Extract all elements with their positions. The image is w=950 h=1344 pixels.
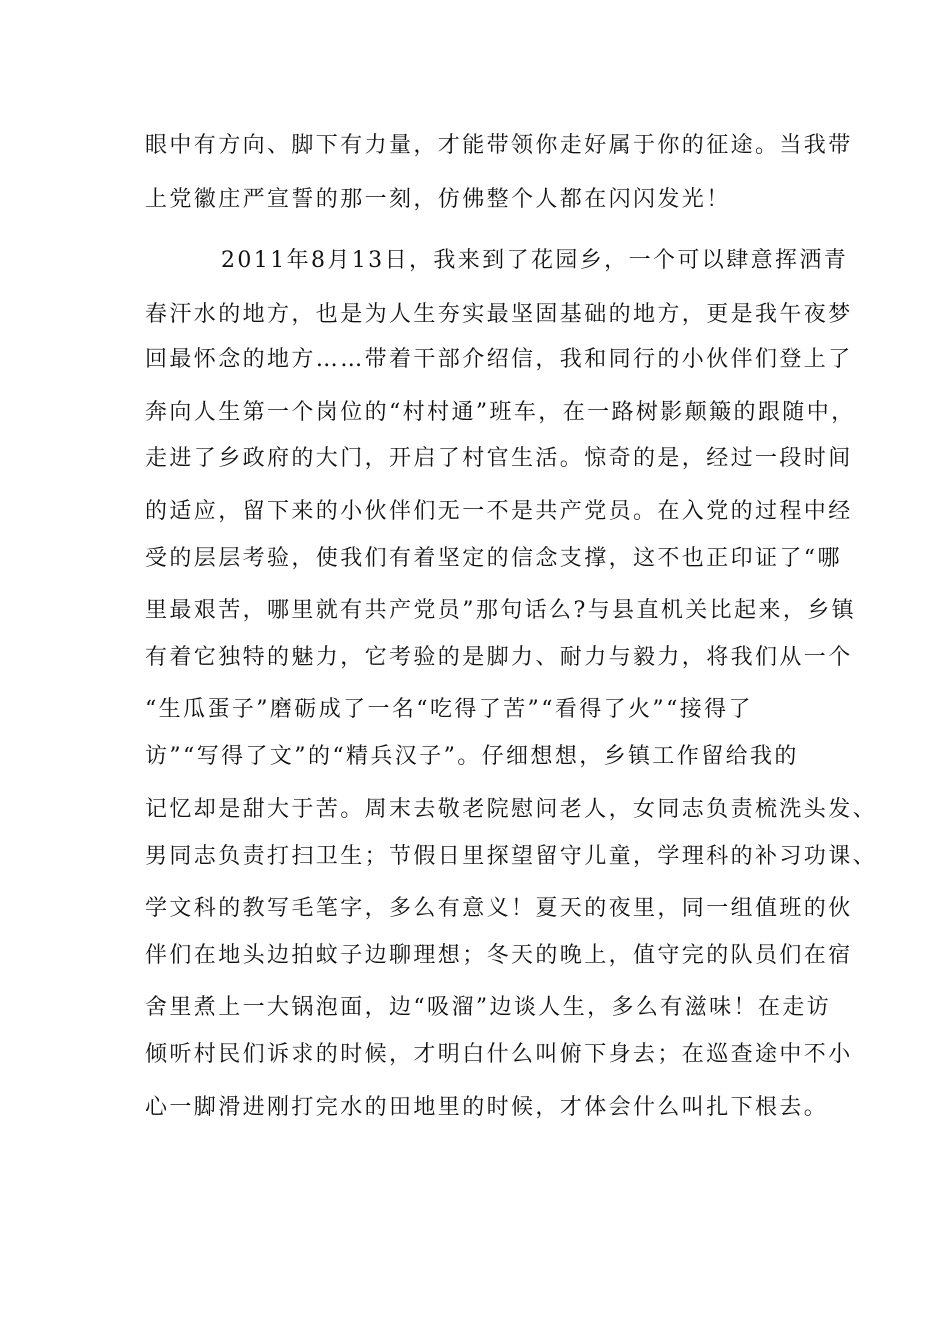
paragraph-2-line-18: 心一脚滑进刚打完水的田地里的时候，才体会什么叫扎下根去。 xyxy=(145,1095,829,1120)
paragraph-2-line-12: 记忆却是甜大于苦。周末去敬老院慰问老人，女同志负责梳洗头发、 xyxy=(145,797,878,822)
paragraph-2-line-11: 访”“写得了文”的“精兵汉子”。仔细想想，乡镇工作留给我的 xyxy=(145,744,799,769)
paragraph-2-line-8: 里最艰苦，哪里就有共产党员”那句话么?与县直机关比起来，乡镇 xyxy=(145,598,857,623)
paragraph-2-line-14: 学文科的教写毛笔字，多么有意义！夏天的夜里，同一组值班的伙 xyxy=(145,896,853,921)
paragraph-1-line-2: 上党徽庄严宣誓的那一刻，仿佛整个人都在闪闪发光！ xyxy=(145,187,731,212)
paragraph-2-line-13: 男同志负责打扫卫生；节假日里探望留守儿童，学理科的补习功课、 xyxy=(145,844,878,869)
paragraph-2-line-9: 有着它独特的魅力，它考验的是脚力、耐力与毅力，将我们从一个 xyxy=(145,645,853,670)
paragraph-2-line-5: 走进了乡政府的大门，开启了村官生活。惊奇的是，经过一段时间 xyxy=(145,446,853,471)
paragraph-2-line-16: 舍里煮上一大锅泡面，边“吸溜”边谈人生，多么有滋味！在走访 xyxy=(145,995,832,1020)
paragraph-2-line-7: 受的层层考验，使我们有着坚定的信念支撑，这不也正印证了“哪 xyxy=(145,546,842,571)
paragraph-2-line-15: 伴们在地头边拍蚊子边聊理想；冬天的晚上，值守完的队员们在宿 xyxy=(145,943,853,968)
paragraph-2-line-3: 回最怀念的地方……带着干部介绍信，我和同行的小伙伴们登上了 xyxy=(145,347,853,372)
paragraph-2-line-1: 2011年8月13日，我来到了花园乡，一个可以肆意挥洒青 xyxy=(221,248,849,273)
paragraph-2-line-2: 春汗水的地方，也是为人生夯实最坚固基础的地方，更是我午夜梦 xyxy=(145,302,853,327)
paragraph-2-line-17: 倾听村民们诉求的时候，才明白什么叫俯下身去；在巡查途中不小 xyxy=(145,1042,853,1067)
paragraph-1-line-1: 眼中有方向、脚下有力量，才能带领你走好属于你的征途。当我带 xyxy=(145,133,853,158)
paragraph-2-line-10: “生瓜蛋子”磨砺成了一名“吃得了苦”“看得了火”“接得了 xyxy=(145,697,753,722)
paragraph-2-line-4: 奔向人生第一个岗位的“村村通”班车，在一路树影颠簸的跟随中， xyxy=(145,400,856,425)
paragraph-2-line-6: 的适应，留下来的小伙伴们无一不是共产党员。在入党的过程中经 xyxy=(145,499,853,524)
